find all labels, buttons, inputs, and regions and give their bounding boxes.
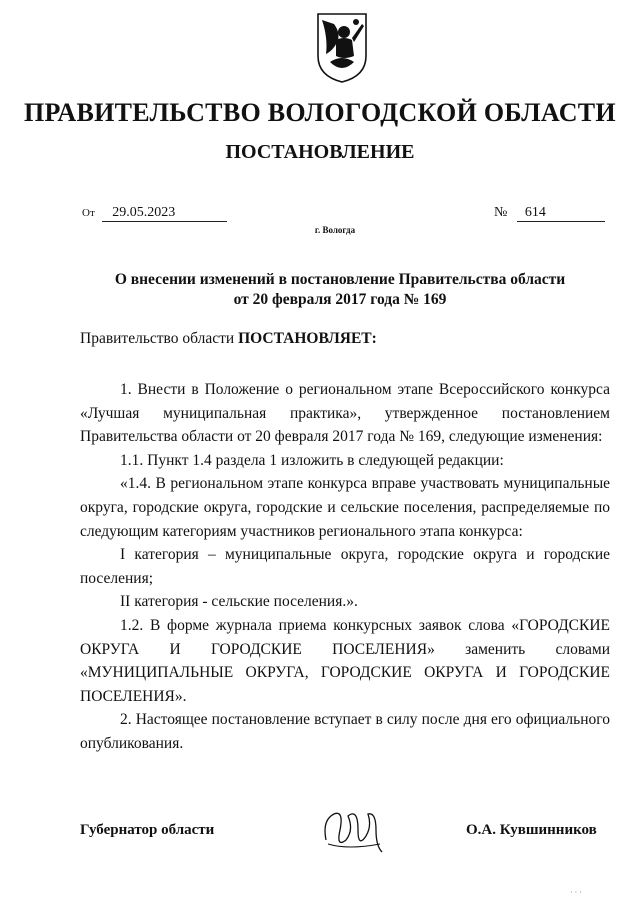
paragraph-1-2: 1.2. В форме журнала приема конкурсных заявок слова «ГОРОДСКИЕ ОКРУГА И ГОРОДСКИЕ ПОСЕЛЕНИЯ» заменить словами «МУНИЦИПАЛЬНЫЕ ОКРУГА, ГОРОДСКИЕ ОКРУГА И ГОРОДСКИЕ ПОСЕЛЕНИЯ». [80,616,610,705]
preamble-text: Правительство области [80,330,239,347]
paragraph-2: 2. Настоящее постановление вступает в силу после дня его официального опубликования. [80,711,610,752]
document-subject [60,270,620,310]
paragraph-1: 1. Внести в Положение о региональном этапе Всероссийского конкурса «Лучшая муниципальная практика», утвержденное постановлением Правительства области от 20 февраля 2017 года № 169, следующие изменения: [80,381,610,446]
date-label: От [82,207,95,219]
city-label: г. Вологда [314,225,356,235]
handwritten-signature-icon [318,800,388,860]
document-body [80,378,610,756]
date-value: 29.05.2023 [102,205,227,222]
signatory-name: О.А. Кувшинников [466,822,597,838]
paragraph-1-4-quote: «1.4. В региональном этапе конкурса вправе участвовать муниципальные округа, городские округа, городские и сельские поселения, распределяемые по следующим категориям участников регионального этапа конкурса: [80,475,610,540]
number-label: № [494,205,508,220]
signatory-position: Губернатор области [80,822,215,838]
number-field [494,205,605,222]
paragraph-1-1: 1.1. Пункт 1.4 раздела 1 изложить в следующей редакции: [120,451,504,469]
scan-artifact: · · · [570,888,582,897]
coat-of-arms-icon [314,10,370,84]
document-type: ПОСТАНОВЛЕНИЕ [225,141,415,163]
preamble [80,330,377,348]
subject-line-2: от 20 февраля 2017 года № 169 [233,291,447,308]
paragraph-category-1: I категория – муниципальные округа, городские округа и городские поселения; [80,546,610,587]
preamble-bold: ПОСТАНОВЛЯЕТ: [238,330,377,347]
subject-line-1: О внесении изменений в постановление Правительства области [114,271,566,288]
date-field [82,205,227,222]
organization-title: ПРАВИТЕЛЬСТВО ВОЛОГОДСКОЙ ОБЛАСТИ [24,98,616,127]
number-value: 614 [517,205,605,222]
paragraph-category-2: II категория - сельские поселения.». [120,593,358,611]
